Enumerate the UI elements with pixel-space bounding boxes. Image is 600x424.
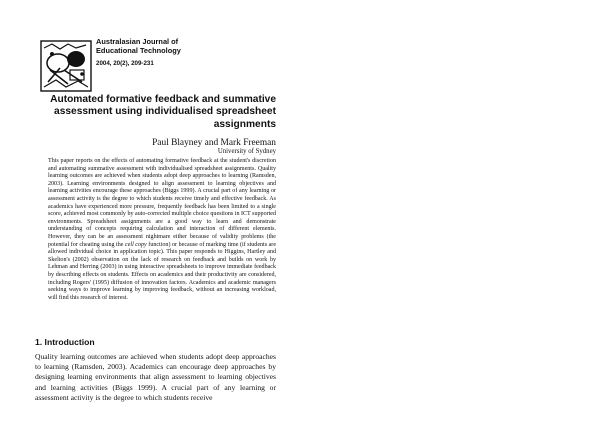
introduction-body [35, 352, 276, 403]
author-affiliation: University of Sydney [217, 148, 276, 155]
journal-citation: 2004, 20(2), 209-231 [96, 60, 154, 68]
article-authors: Paul Blayney and Mark Freeman [152, 138, 276, 148]
abstract-text-part2: function) or because of marking time (if students are allowed individual choice in application topic). This paper responds to Higgins, Hartley and Skelton's (2002) observation on the lack of research on feedback and builds on work by Lehman and Herring (2003) in using interactive spreadsheets to improve immediate feedback by describing effects on students. Effects on academics and their productivity are considered, including Rogers' (1995) diffusion of innovation factors. Academics and academic managers seeking ways to improve learning by improving feedback, without an increasing workload, will find this research of interest. [48, 241, 277, 301]
article-title [32, 94, 276, 131]
abstract-text-part1: This paper reports on the effects of automating formative feedback at the student's discretion and automating summative assessment with individualised spreadsheet assignments. Quality learning outcomes are achieved when students adopt deep approaches to learning (Ramsden, 2003). Learning environments designed to align assessment to learning objectives and learning activities encourage these approaches (Biggs 1999). A crucial part of any learning or assessment activity is the degree to which students receive timely and effective feedback. As academics have experienced more pressure, frequently feedback has been limited to a single score, achieved most commonly by auto-corrected multiple choice questions in ICT supported environments. Spreadsheet assignments are a good way to learn and demonstrate understanding of concepts requiring calculation and interaction of different elements. However, they can be an assessment nightmare either because of validity problems (the potential for cheating using the [48, 158, 276, 248]
abstract-emphasis: cell copy [125, 241, 147, 248]
journal-name-line1: Australasian Journal of [96, 37, 179, 46]
abstract [48, 158, 276, 302]
article-title-line2: assessment using individualised spreadsheet [54, 106, 276, 118]
journal-name-line2: Educational Technology [96, 46, 181, 56]
journal-logo-icon [40, 40, 92, 92]
journal-header [96, 37, 256, 69]
section-heading: 1. Introduction [35, 337, 95, 347]
abstract-paragraph [48, 158, 276, 302]
introduction-paragraph: Quality learning outcomes are achieved when students adopt deep approaches to learning (Ramsden, 2003). Academics can encourage deep approaches by designing learning environments that align assessment to learning objectives and learning activities (Biggs 1999). A crucial part of any learning or assessment activity is the degree to which students receive [35, 352, 276, 402]
article-title-line3: assignments [213, 118, 276, 130]
article-title-line1: Automated formative feedback and summative [50, 94, 276, 105]
